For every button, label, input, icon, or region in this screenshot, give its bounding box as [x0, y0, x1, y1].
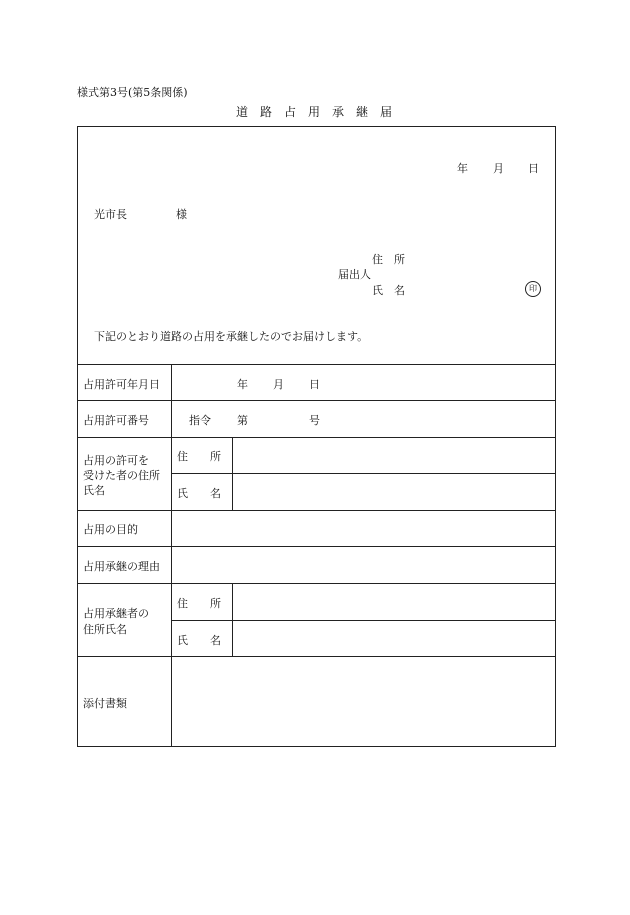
original-holder-label-2: 受けた者の住所 — [83, 469, 160, 482]
original-holder-address-label: 住 所 — [177, 450, 221, 463]
attachments-label: 添付書類 — [83, 697, 127, 710]
purpose-label: 占用の目的 — [83, 523, 138, 536]
rule-label-column — [171, 364, 172, 747]
seal-mark: 印 — [525, 281, 541, 297]
successor-label-1: 占用承継者の — [83, 607, 149, 620]
original-holder-name-label: 氏 名 — [177, 487, 221, 500]
honorific: 様 — [176, 208, 187, 221]
permit-number-go: 号 — [309, 414, 320, 427]
rule-row-3-split — [171, 473, 556, 474]
date-year: 年 — [457, 162, 468, 175]
rule-row-3 — [77, 437, 556, 438]
rule-row-1 — [77, 364, 556, 365]
permit-number-label: 占用許可番号 — [83, 414, 149, 427]
successor-name-label: 氏 名 — [177, 634, 221, 647]
original-holder-label-1: 占用の許可を — [83, 454, 149, 467]
applicant-name-label: 氏 名 — [372, 284, 405, 297]
rule-row-4 — [77, 510, 556, 511]
successor-address-label: 住 所 — [177, 597, 221, 610]
permit-number-prefix: 指令 — [189, 414, 211, 427]
applicant-label: 届出人 — [338, 268, 371, 281]
rule-row-7 — [77, 656, 556, 657]
reason-label: 占用承継の理由 — [83, 560, 160, 573]
statement: 下記のとおり道路の占用を承継したのでお届けします。 — [94, 330, 369, 343]
addressee: 光市長 — [94, 208, 127, 221]
applicant-address-label: 住 所 — [372, 253, 405, 266]
permit-date-month: 月 — [273, 378, 284, 391]
permit-date-label: 占用許可年月日 — [83, 378, 160, 391]
rule-sublabel-column-1 — [232, 437, 233, 510]
rule-row-6-split — [171, 620, 556, 621]
rule-row-6 — [77, 583, 556, 584]
date-day: 日 — [528, 162, 539, 175]
original-holder-label-3: 氏名 — [83, 484, 105, 497]
form-title: 道路占用承継届 — [236, 105, 405, 119]
rule-row-5 — [77, 546, 556, 547]
permit-date-year: 年 — [237, 378, 248, 391]
rule-sublabel-column-2 — [232, 583, 233, 656]
rule-row-2 — [77, 400, 556, 401]
form-number: 様式第3号(第5条関係) — [77, 86, 188, 99]
successor-label-2: 住所氏名 — [83, 623, 127, 636]
permit-number-dai: 第 — [237, 414, 248, 427]
permit-date-day: 日 — [309, 378, 320, 391]
date-month: 月 — [493, 162, 504, 175]
